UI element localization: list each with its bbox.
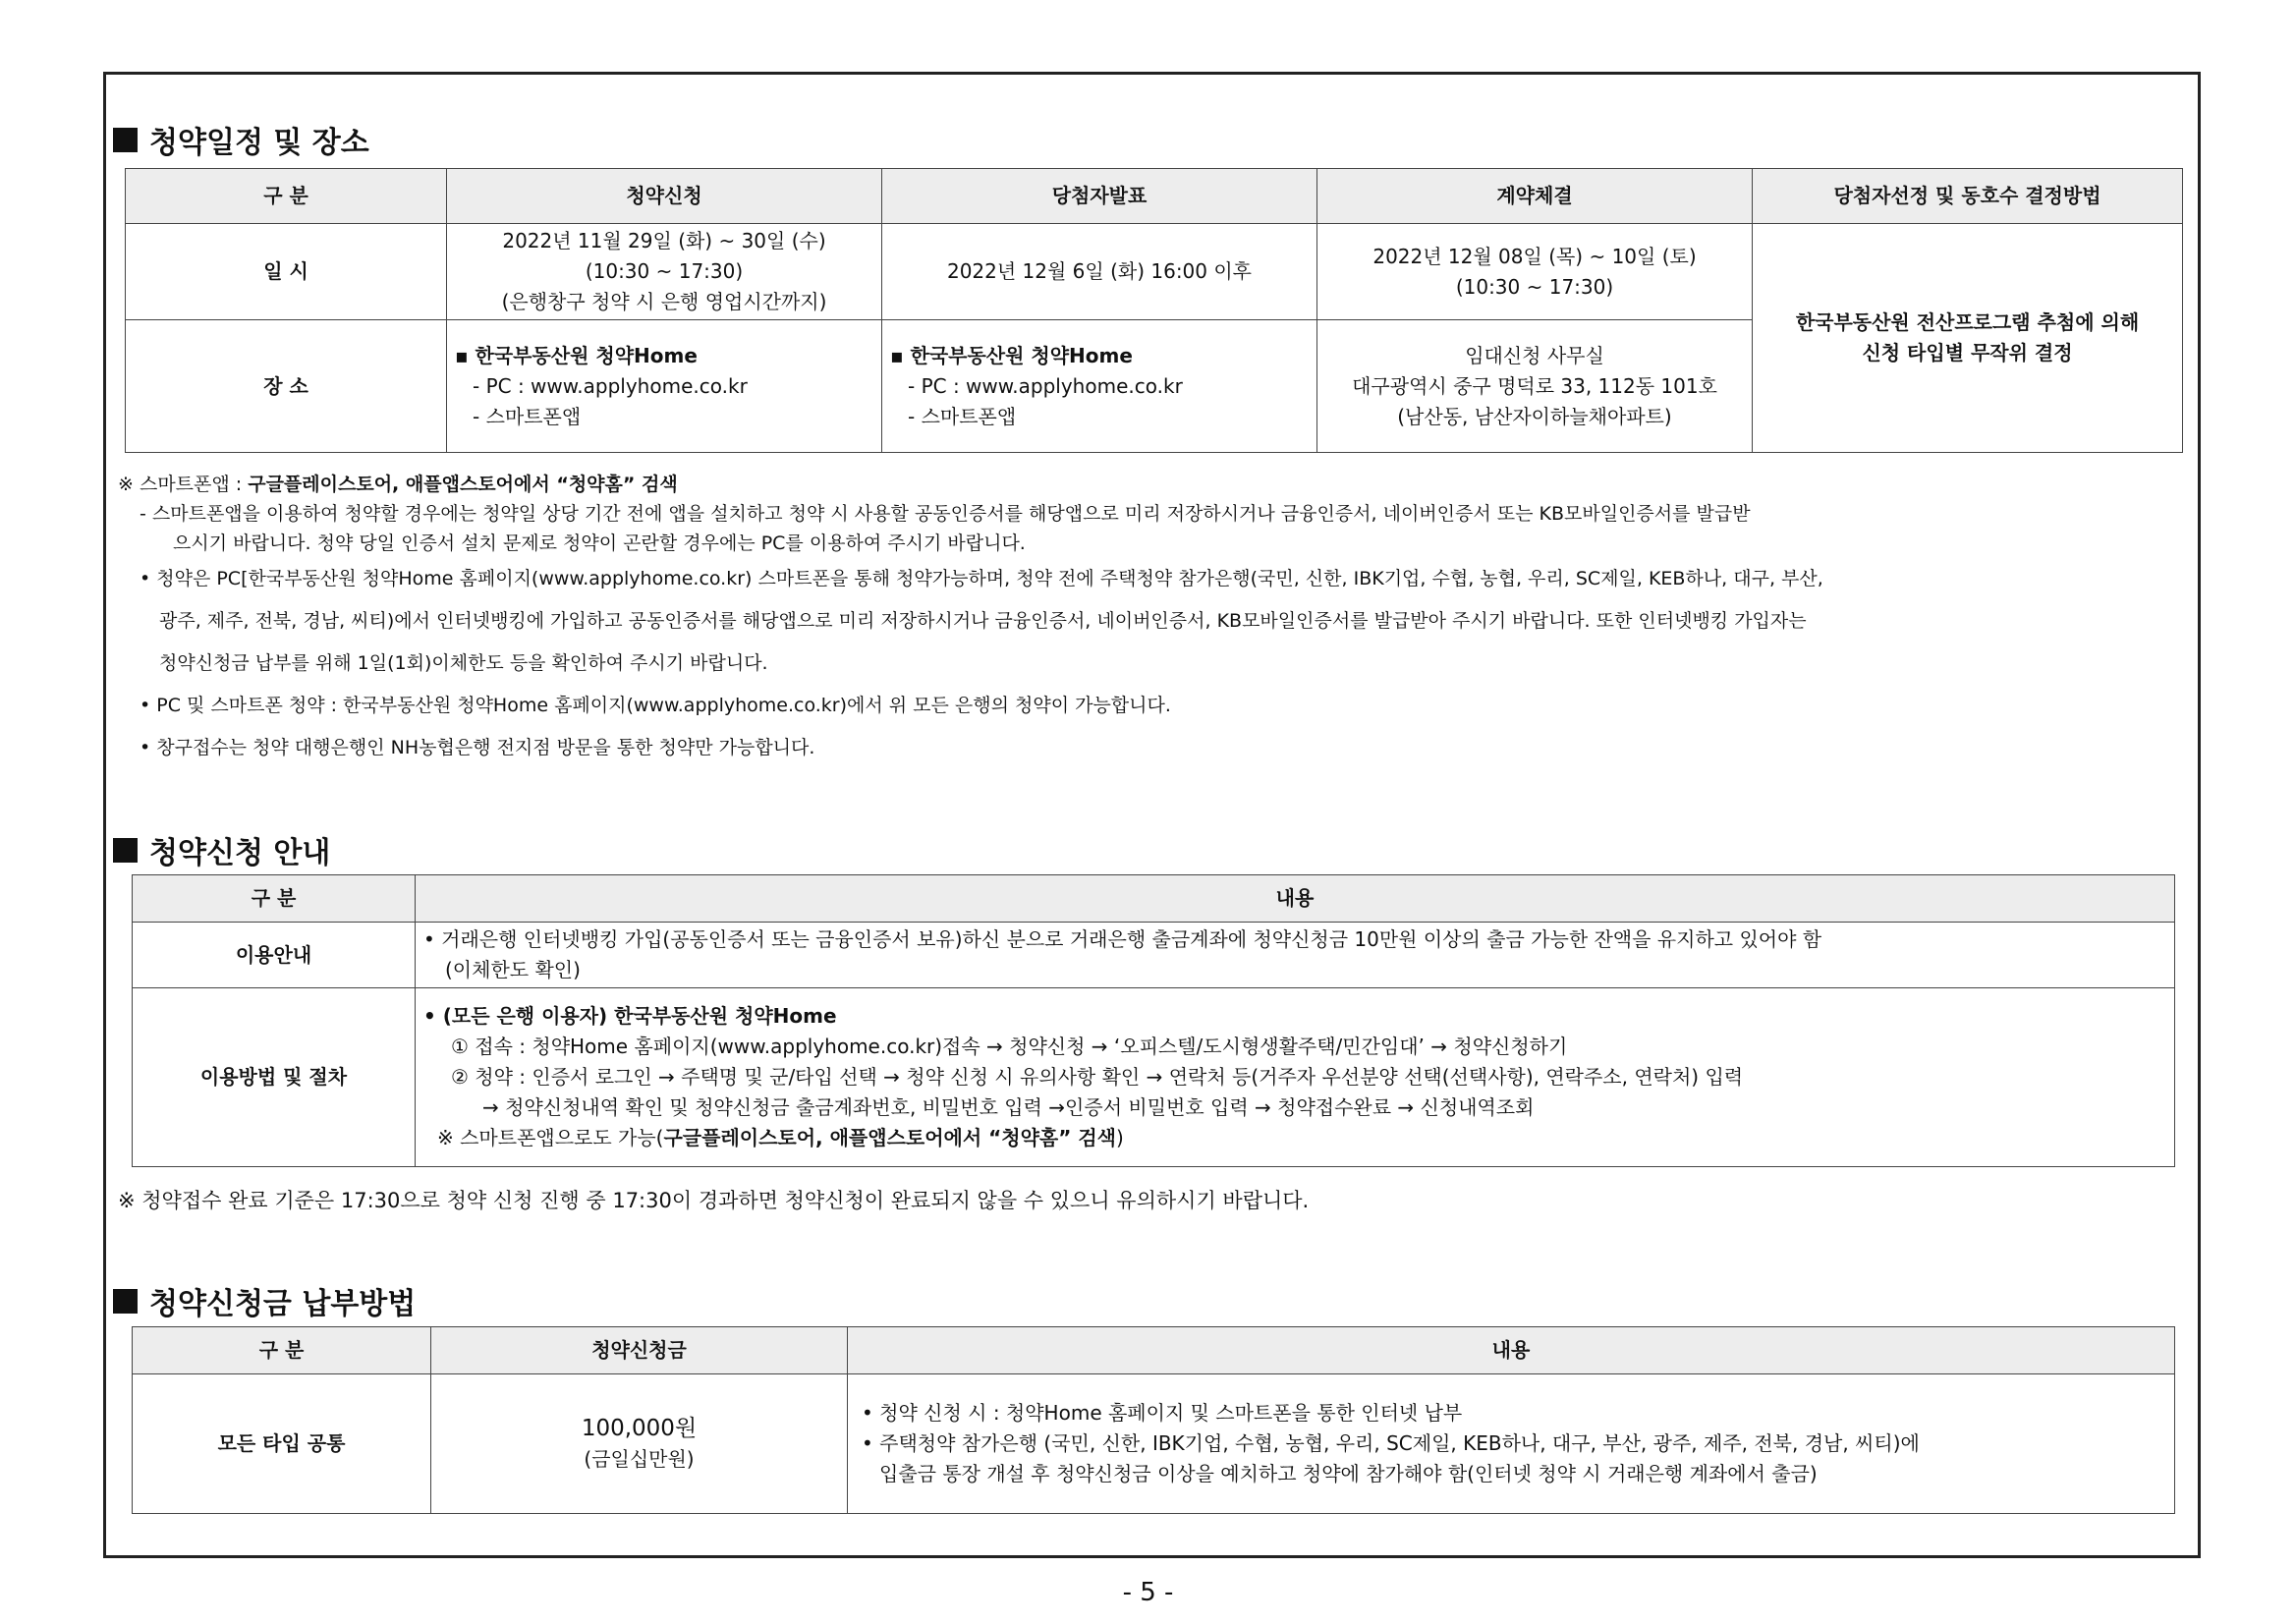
- place-line: 임대신청 사무실: [1465, 343, 1604, 367]
- note-line: 으시기 바랍니다. 청약 당일 인증서 설치 문제로 청약이 곤란할 경우에는 PC를 이용하여 주시기 바랍니다.: [173, 532, 1026, 554]
- guide-table: [132, 874, 2175, 1167]
- place-line: - 스마트폰앱: [908, 404, 1017, 428]
- amount-value: 100,000원: [581, 1415, 698, 1441]
- note-line: 광주, 제주, 전북, 경남, 씨티)에서 인터넷뱅킹에 가입하고 공동인증서를 해당앱으로 미리 저장하시거나 금융인증서, 네이버인증서, KB모바일인증서를 발급받아 주시기 바랍니다. 또한 인터넷뱅킹 가입자는: [159, 610, 1807, 632]
- procedure-line: • (모든 은행 이용자) 한국부동산원 청약Home: [423, 1004, 837, 1028]
- place-line: - PC : www.applyhome.co.kr: [908, 373, 1183, 398]
- schedule-table: [125, 168, 2183, 453]
- header-amount: 청약신청금: [431, 1327, 848, 1374]
- amount-cell: [431, 1374, 848, 1514]
- section-heading-guide: [113, 828, 330, 871]
- note-line: • 창구접수는 청약 대행은행인 NH농협은행 전지점 방문을 통한 청약만 가능합니다.: [140, 737, 815, 758]
- method-line: 한국부동산원 전산프로그램 추첨에 의해: [1795, 310, 2140, 334]
- contract-time-line: (10:30 ~ 17:30): [1455, 274, 1614, 299]
- section-heading-payment: [113, 1279, 416, 1322]
- payment-line: 입출금 통장 개설 후 청약신청금 이상을 예치하고 청약에 참가해야 함(인터넷 청약 시 거래은행 계좌에서 출금): [879, 1462, 1818, 1485]
- apply-place-cell: [447, 320, 882, 453]
- header-contract: 계약체결: [1317, 169, 1753, 224]
- usage-line: • 거래은행 인터넷뱅킹 가입(공동인증서 또는 금융인증서 보유)하신 분으로 거래은행 출금계좌에 청약신청금 10만원 이상의 출금 가능한 잔액을 유지하고 있어야 함: [423, 927, 1822, 951]
- payment-line: • 주택청약 참가은행 (국민, 신한, IBK기업, 수협, 농협, 우리, SC제일, KEB하나, 대구, 부산, 광주, 제주, 전북, 경남, 씨티)에: [862, 1431, 1920, 1455]
- section-title: 청약신청 안내: [149, 836, 331, 870]
- usage-content-cell: [416, 923, 2175, 988]
- place-line: (남산동, 남산자이하늘채아파트): [1397, 404, 1672, 428]
- place-line: - PC : www.applyhome.co.kr: [473, 373, 748, 398]
- header-announce: 당첨자발표: [882, 169, 1317, 224]
- square-bullet-icon: [113, 838, 138, 863]
- payment-content-cell: [848, 1374, 2175, 1514]
- place-line: ▪ 한국부동산원 청약Home: [455, 343, 698, 367]
- procedure-app-prefix: ※ 스마트폰앱으로도 가능(: [437, 1126, 664, 1149]
- section-title: 청약일정 및 장소: [149, 126, 369, 160]
- header-method: 당첨자선정 및 동호수 결정방법: [1753, 169, 2183, 224]
- schedule-notes: [118, 470, 2191, 769]
- amount-words: (금일십만원): [584, 1446, 695, 1471]
- procedure-app-suffix: ): [1115, 1126, 1124, 1149]
- place-line: ▪ 한국부동산원 청약Home: [890, 343, 1133, 367]
- row-label-place: 장 소: [126, 320, 447, 453]
- section-title: 청약신청금 납부방법: [149, 1287, 417, 1321]
- apply-bank-hours-line: (은행창구 청약 시 은행 영업시간까지): [501, 290, 827, 313]
- announce-place-cell: [882, 320, 1317, 453]
- header-category: 구 분: [133, 1327, 431, 1374]
- square-bullet-icon: [113, 128, 138, 152]
- procedure-app-bold: 구글플레이스토어, 애플앱스토어에서 “청약홈” 검색: [663, 1126, 1116, 1149]
- payment-table: [132, 1326, 2175, 1514]
- header-apply: 청약신청: [447, 169, 882, 224]
- procedure-content-cell: [416, 988, 2175, 1167]
- note-line: • 청약은 PC[한국부동산원 청약Home 홈페이지(www.applyhome.co.kr) 스마트폰을 통해 청약가능하며, 청약 전에 주택청약 참가은행(국민, 신한, IBK기업, 수협, 농협, 우리, SC제일, KEB하나, 대구, 부산,: [140, 568, 1823, 589]
- procedure-line: → 청약신청내역 확인 및 청약신청금 출금계좌번호, 비밀번호 입력 →인증서 비밀번호 입력 → 청약접수완료 → 신청내역조회: [482, 1095, 1535, 1119]
- header-category: 구 분: [126, 169, 447, 224]
- row-label-usage: 이용안내: [133, 923, 416, 988]
- deadline-note: ※ 청약접수 완료 기준은 17:30으로 청약 신청 진행 중 17:30이 경과하면 청약신청이 완료되지 않을 수 있으니 유의하시기 바랍니다.: [118, 1189, 1310, 1212]
- square-bullet-icon: [113, 1289, 138, 1314]
- contract-place-cell: [1317, 320, 1753, 453]
- note-line: 청약신청금 납부를 위해 1일(1회)이체한도 등을 확인하여 주시기 바랍니다.: [159, 652, 768, 674]
- place-line: - 스마트폰앱: [473, 404, 582, 428]
- apply-time-line: (10:30 ~ 17:30): [585, 259, 744, 283]
- announce-date-cell: 2022년 12월 6일 (화) 16:00 이후: [882, 224, 1317, 320]
- note-line: - 스마트폰앱을 이용하여 청약할 경우에는 청약일 상당 기간 전에 앱을 설치하고 청약 시 사용할 공동인증서를 해당앱으로 미리 저장하시거나 금융인증서, 네이버인증서 또는 KB모바일인증서를 발급받: [140, 503, 1751, 525]
- header-content: 내용: [416, 875, 2175, 923]
- apply-date-line: 2022년 11월 29일 (화) ~ 30일 (수): [502, 229, 826, 252]
- app-note-prefix: ※ 스마트폰앱 :: [118, 474, 249, 495]
- app-note-bold: 구글플레이스토어, 애플앱스토어에서 “청약홈” 검색: [248, 474, 678, 495]
- method-line: 신청 타입별 무작위 결정: [1862, 341, 2073, 364]
- row-label-procedure: 이용방법 및 절차: [133, 988, 416, 1167]
- row-label-date: 일 시: [126, 224, 447, 320]
- note-line: • PC 및 스마트폰 청약 : 한국부동산원 청약Home 홈페이지(www.applyhome.co.kr)에서 위 모든 은행의 청약이 가능합니다.: [140, 695, 1171, 716]
- procedure-line: ② 청약 : 인증서 로그인 → 주택명 및 군/타입 선택 → 청약 신청 시 유의사항 확인 → 연락처 등(거주자 우선분양 선택(선택사항), 연락주소, 연락처) 입력: [451, 1065, 1744, 1089]
- page-number: - 5 -: [1122, 1578, 1174, 1607]
- header-content: 내용: [848, 1327, 2175, 1374]
- procedure-line: ① 접속 : 청약Home 홈페이지(www.applyhome.co.kr)접속 → 청약신청 → ‘오피스텔/도시형생활주택/민간임대’ → 청약신청하기: [451, 1035, 1568, 1058]
- header-category: 구 분: [133, 875, 416, 923]
- contract-date-line: 2022년 12월 08일 (목) ~ 10일 (토): [1372, 244, 1697, 268]
- apply-date-cell: [447, 224, 882, 320]
- method-cell: [1753, 224, 2183, 453]
- row-label-all-types: 모든 타입 공통: [133, 1374, 431, 1514]
- procedure-app-line: [423, 1123, 2166, 1153]
- contract-date-cell: [1317, 224, 1753, 320]
- section-heading-schedule: [113, 118, 369, 161]
- app-note: [118, 470, 2191, 499]
- place-line: 대구광역시 중구 명덕로 33, 112동 101호: [1352, 373, 1717, 398]
- usage-line: (이체한도 확인): [445, 958, 581, 981]
- payment-line: • 청약 신청 시 : 청약Home 홈페이지 및 스마트폰을 통한 인터넷 납부: [862, 1401, 1463, 1425]
